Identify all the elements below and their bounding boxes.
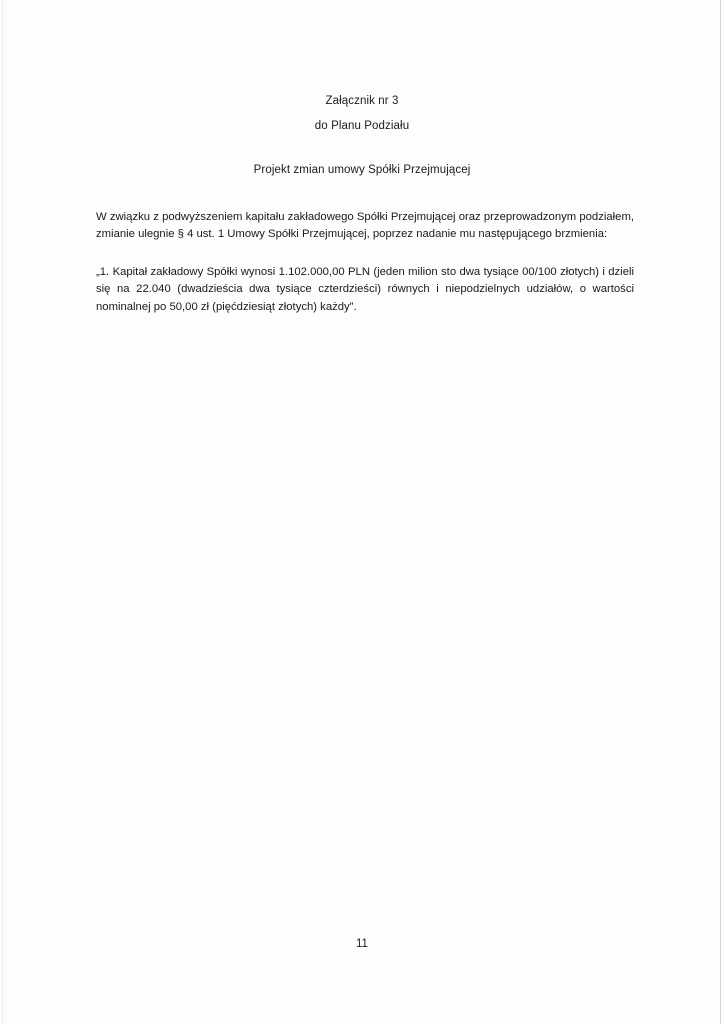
document-title: Projekt zmian umowy Spółki Przejmującej	[253, 164, 471, 176]
amendment-paragraph: „1. Kapitał zakładowy Spółki wynosi 1.102.000,00 PLN (jeden milion sto dwa tysiące 00/100 złotych) i dzieli się na 22.040 (dwadzieścia dwa tysiące czterdzieści) równych i niepodzielnych udziałów, o wartości nominalnej po 50,00 zł (pięćdziesiąt złotych) każdy”.	[96, 266, 634, 313]
annex-label: Załącznik nr 3	[325, 95, 399, 107]
page-left-edge	[2, 0, 3, 1024]
annex-subtitle: do Planu Podziału	[314, 120, 410, 132]
intro-paragraph: W związku z podwyższeniem kapitału zakładowego Spółki Przejmującej oraz przeprowadzonym podziałem, zmianie ulegnie § 4 ust. 1 Umowy Spółki Przejmującej, poprzez nadanie mu następującego brzmienia:	[96, 211, 634, 241]
page-number: 11	[356, 938, 368, 950]
page-right-edge	[720, 0, 721, 1024]
